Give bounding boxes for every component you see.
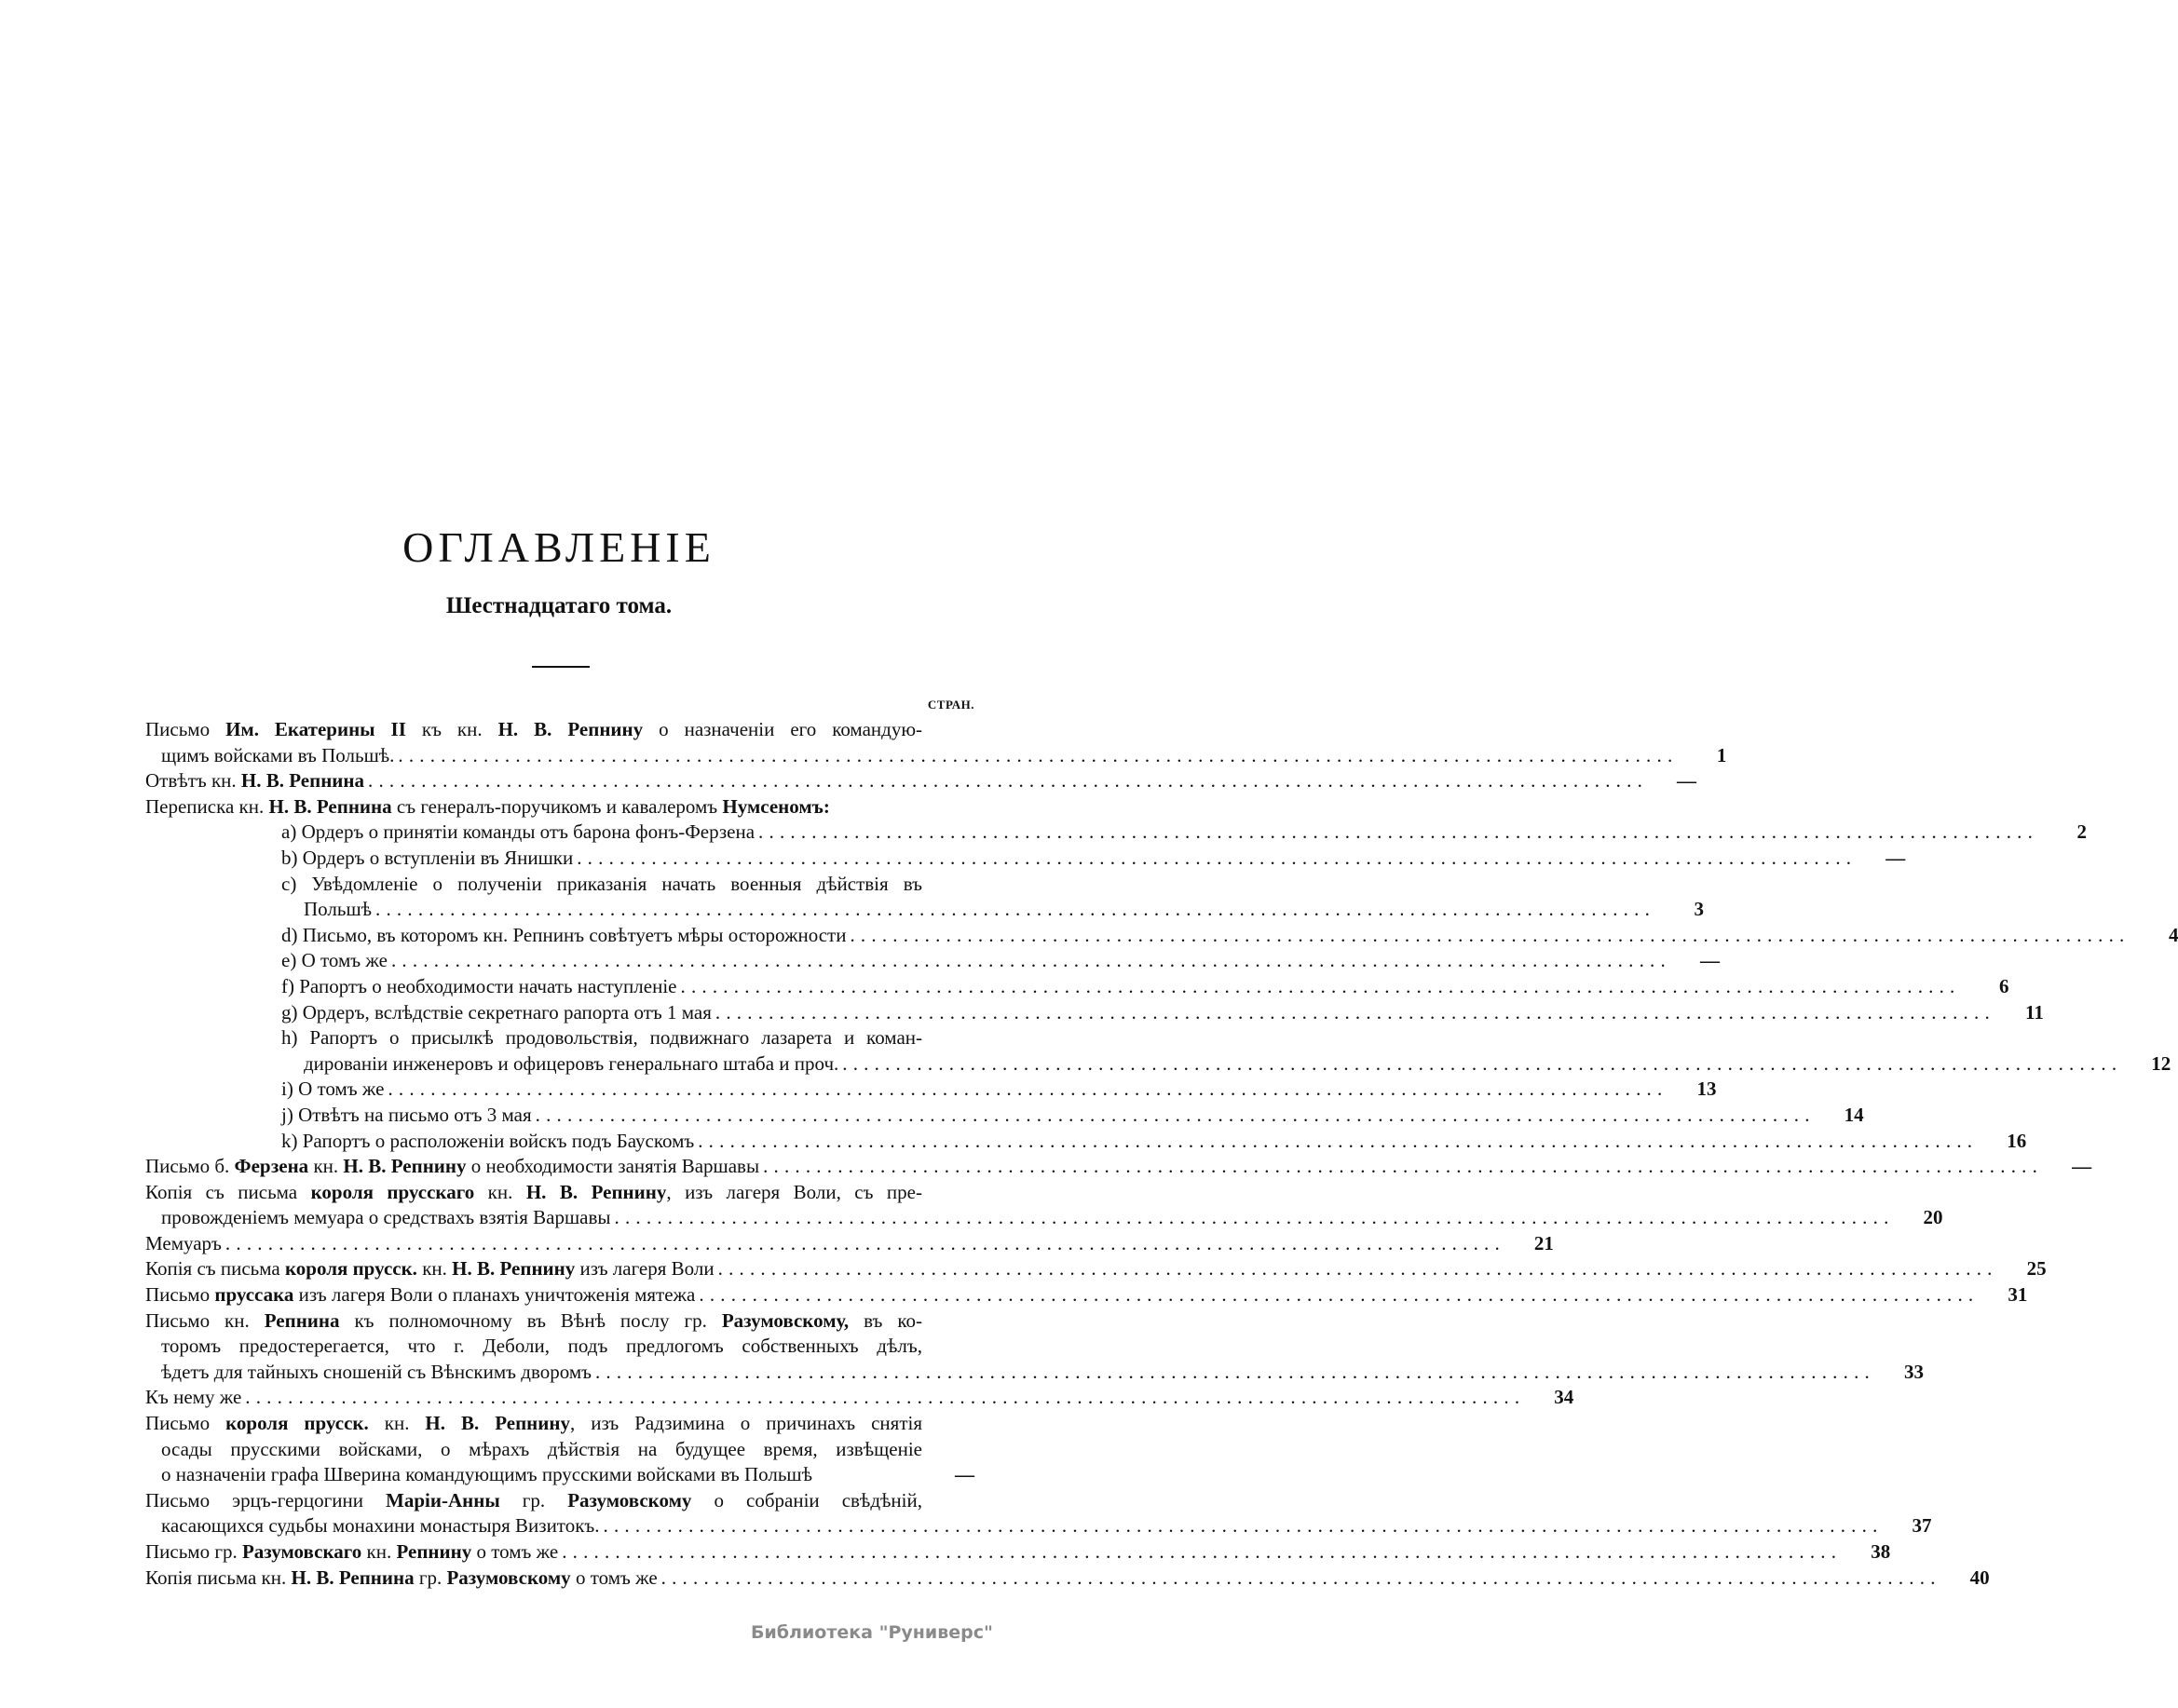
entry-text — [281, 1103, 532, 1129]
text-segment: осады прусскими войсками, о мѣрахъ дѣйствія на будущее время, извѣщеніе — [161, 1437, 922, 1460]
text-segment: въ ко- — [849, 1308, 922, 1332]
bold-name: короля прусск. — [225, 1412, 369, 1435]
toc-line — [145, 1462, 974, 1488]
entry-text — [161, 1360, 592, 1386]
toc-entry — [145, 1411, 974, 1488]
page-number: — — [1699, 949, 1720, 972]
text-segment: о назначеніи графа Шверина командующимъ прусскими войсками въ Польшѣ — [161, 1463, 812, 1486]
toc-line — [145, 1488, 974, 1514]
text-segment: Письмо б. — [145, 1155, 235, 1178]
text-segment: , изъ лагеря Воли, съ пре- — [666, 1180, 922, 1203]
page-number: 25 — [2026, 1257, 2047, 1281]
toc-entry — [145, 846, 1906, 872]
page-number: 40 — [1969, 1566, 1990, 1589]
toc-entry — [145, 1000, 2044, 1026]
text-segment: кн. — [368, 1412, 426, 1435]
toc-line — [145, 1411, 974, 1437]
entry-text — [281, 948, 388, 974]
page-number: 31 — [2008, 1283, 2028, 1307]
page-number: 4 — [2168, 923, 2178, 946]
entry-text — [304, 1051, 838, 1078]
toc-entry — [145, 717, 1727, 768]
text-segment: щимъ войсками въ Польшѣ. — [161, 743, 395, 766]
text-segment: Отвѣтъ кн. — [145, 769, 241, 793]
bold-name: Н. В. Репнина — [240, 769, 365, 793]
entry-text — [145, 717, 974, 743]
entry-text — [145, 794, 974, 820]
toc-line — [145, 1334, 974, 1360]
text-segment: b) Ордеръ о вступленіи въ Янишки — [281, 846, 574, 869]
entry-text — [281, 846, 573, 872]
page-number: 20 — [1923, 1206, 1943, 1229]
bold-name: Им. Екатерины II — [225, 718, 406, 740]
toc-line — [145, 1566, 1990, 1592]
toc-line — [145, 1437, 974, 1463]
bold-name: Н. В. Репнину — [497, 718, 644, 740]
toc-entry — [145, 1231, 1554, 1257]
bold-name: Нумсеномъ: — [722, 794, 830, 818]
page-number: 13 — [1696, 1078, 1717, 1101]
text-segment: Письмо гр. — [145, 1540, 242, 1563]
page-number: 34 — [1554, 1386, 1574, 1409]
text-segment: f) Рапортъ о необходимости начать наступленіе — [281, 974, 677, 997]
text-segment: Переписка кн. — [145, 794, 269, 818]
page-number: 21 — [1533, 1231, 1554, 1254]
bold-name: короля прусск. — [284, 1257, 417, 1281]
entry-text — [145, 1180, 974, 1206]
toc-entry — [145, 1539, 1891, 1566]
toc-line — [145, 1025, 974, 1051]
toc-entry — [145, 820, 2088, 846]
entry-text — [145, 1282, 695, 1308]
toc-entry — [145, 1282, 2028, 1308]
entry-text — [281, 974, 677, 1000]
dot-leader: ........................................................................................................................ — [535, 1103, 1816, 1126]
text-segment: кн. — [361, 1540, 397, 1563]
bold-name: пруссака — [214, 1283, 294, 1307]
entry-text — [145, 1308, 974, 1335]
bold-name: Репнина — [264, 1308, 340, 1332]
toc-line — [145, 1539, 1891, 1566]
text-segment: ѣдетъ для тайныхъ сношеній съ Вѣнскимъ дворомъ — [161, 1360, 592, 1383]
text-segment: Копія съ письма — [145, 1180, 311, 1203]
entry-text — [281, 872, 974, 898]
text-segment: k) Рапортъ о расположеніи войскъ подъ Баускомъ — [281, 1129, 695, 1152]
toc-line — [145, 846, 1906, 872]
page-number: 38 — [1871, 1540, 1891, 1563]
text-segment: о томъ же — [570, 1566, 658, 1589]
toc-line — [145, 1000, 2044, 1026]
dot-leader: ........................................................................................................................ — [680, 974, 1961, 997]
page-column-header: СТРАН. — [927, 698, 974, 712]
entry-text — [145, 1231, 222, 1257]
text-segment: касающихся судьбы монахини монастыря Визитокъ. — [161, 1514, 600, 1538]
page-number: 37 — [1912, 1514, 1932, 1538]
toc-line — [145, 897, 1705, 923]
text-segment: , изъ Радзимина о причинахъ снятія — [569, 1412, 922, 1435]
dot-leader: ........................................................................................................................ — [594, 1360, 1875, 1383]
toc-line — [145, 1256, 2047, 1282]
bold-name: Н. В. Репнину — [525, 1180, 667, 1203]
dot-leader: ........................................................................................................................ — [390, 949, 1671, 972]
text-segment: d) Письмо, въ которомъ кн. Репнинъ совѣтуетъ мѣры осторожности — [281, 923, 847, 946]
toc-line — [145, 820, 2088, 846]
bold-name: Н. В. Репнину — [425, 1412, 570, 1435]
toc-line — [145, 1513, 1932, 1539]
entry-text — [161, 743, 394, 769]
toc-line — [145, 1360, 1924, 1386]
dot-leader: ........................................................................................................................ — [603, 1514, 1884, 1538]
text-segment: i) О томъ же — [281, 1078, 385, 1101]
toc-line — [145, 1231, 1554, 1257]
text-segment: Копія съ письма — [145, 1257, 285, 1281]
text-segment: изъ лагеря Воли о планахъ уничтоженія мятежа — [293, 1283, 696, 1307]
text-segment: къ полномочному въ Вѣнѣ послу гр. — [339, 1308, 722, 1332]
text-segment: кн. — [416, 1257, 453, 1281]
entry-text — [145, 1566, 658, 1592]
entry-text — [281, 923, 846, 949]
text-segment: a) Ордеръ о принятіи команды отъ барона фонъ-Ферзена — [281, 820, 755, 844]
toc-line — [145, 1385, 1574, 1411]
dot-leader: ........................................................................................................................ — [368, 769, 1649, 793]
toc-line — [145, 768, 1697, 794]
page-number: — — [1885, 846, 1906, 869]
text-segment: Письмо — [145, 1283, 215, 1307]
toc-line — [145, 1154, 2092, 1180]
page-number: 3 — [1694, 898, 1705, 921]
text-segment: Письмо — [145, 1412, 226, 1435]
bold-name: Н. В. Репнину — [343, 1155, 467, 1178]
page-number: 14 — [1844, 1103, 1864, 1126]
bold-name: Н. В. Репнина — [268, 794, 392, 818]
toc-line — [145, 743, 1727, 769]
text-segment: дированіи инженеровъ и офицеровъ генеральнаго штаба и проч. — [304, 1051, 839, 1075]
dot-leader: ........................................................................................................................ — [577, 846, 1858, 869]
toc-line — [145, 1077, 1717, 1103]
entry-text — [145, 1488, 974, 1514]
entry-text — [145, 1256, 715, 1282]
entry-text — [281, 1129, 694, 1155]
volume-subtitle: Шестнадцатаго тома. — [445, 593, 673, 618]
dot-leader: ........................................................................................................................ — [614, 1206, 1895, 1229]
toc-entry — [145, 1308, 1924, 1386]
text-segment: о томъ же — [471, 1540, 559, 1563]
text-segment: e) О томъ же — [281, 949, 388, 972]
toc-line — [145, 1103, 1864, 1129]
dot-leader: ........................................................................................................................ — [715, 1000, 1995, 1023]
bold-name: Н. В. Репнина — [291, 1566, 415, 1589]
toc-entry — [145, 1103, 1864, 1129]
text-segment: g) Ордеръ, вслѣдствіе секретнаго рапорта отъ 1 мая — [281, 1000, 712, 1023]
text-segment: провожденіемъ мемуара о средствахъ взятія Варшавы — [161, 1206, 611, 1229]
text-segment: кн. — [308, 1155, 344, 1178]
toc-entry — [145, 1256, 2047, 1282]
text-segment: Мемуаръ — [145, 1231, 222, 1254]
text-segment: торомъ предостерегается, что г. Деболи, подъ предлогомъ собственныхъ дѣлъ, — [161, 1335, 922, 1358]
dot-leader: ........................................................................................................................ — [398, 743, 1679, 766]
dot-leader: ........................................................................................................................ — [850, 923, 2130, 946]
toc-entry — [145, 1566, 1990, 1592]
text-segment: Письмо — [145, 718, 226, 740]
toc-line — [145, 717, 974, 743]
toc-entry — [145, 923, 2178, 949]
page-number: — — [1677, 769, 1697, 793]
entry-text — [281, 1077, 384, 1103]
bold-name: Разумовскому — [446, 1566, 571, 1589]
page-number: 2 — [2076, 820, 2088, 844]
text-segment: Къ нему же — [145, 1386, 242, 1409]
entry-text — [281, 1000, 712, 1026]
toc-line — [145, 1308, 974, 1335]
text-segment: о необходимости занятія Варшавы — [466, 1155, 760, 1178]
toc-entry — [145, 872, 1705, 923]
text-segment: j) Отвѣтъ на письмо отъ 3 мая — [281, 1103, 532, 1126]
toc-line — [145, 1282, 2028, 1308]
table-of-contents — [145, 717, 2178, 1591]
entry-text — [281, 1025, 974, 1051]
text-segment: h) Рапортъ о присылкѣ продовольствія, подвижнаго лазарета и коман- — [281, 1026, 922, 1050]
entry-text — [281, 820, 755, 846]
text-segment: Письмо кн. — [145, 1308, 265, 1332]
bold-name: Разумовскому — [567, 1488, 692, 1511]
toc-line — [145, 1129, 2027, 1155]
toc-entry — [145, 794, 974, 820]
toc-line — [145, 948, 1720, 974]
page-title: ОГЛАВЛЕНІЕ — [402, 523, 715, 571]
bold-name: Разумовскому, — [721, 1308, 850, 1332]
text-segment: кн. — [474, 1180, 526, 1203]
dot-leader: ........................................................................................................................ — [699, 1283, 1980, 1307]
text-segment: Письмо эрцъ-герцогини — [145, 1488, 387, 1511]
page-number: 16 — [2007, 1129, 2027, 1152]
entry-text — [161, 1334, 974, 1360]
toc-entry — [145, 1488, 1932, 1539]
dot-leader: ........................................................................................................................ — [245, 1386, 1526, 1409]
entry-text — [161, 1462, 926, 1488]
page-number: 1 — [1716, 743, 1727, 766]
entry-text — [161, 1205, 611, 1231]
bold-name: Ферзена — [234, 1155, 309, 1178]
page-number: 6 — [1999, 974, 2009, 997]
bold-name: Разумовскаго — [241, 1540, 362, 1563]
entry-text — [161, 1437, 974, 1463]
dot-leader: ........................................................................................................................ — [758, 820, 2039, 844]
bold-name: короля прусскаго — [310, 1180, 475, 1203]
page-number: 33 — [1903, 1360, 1924, 1383]
bold-name: Н. В. Репнину — [452, 1257, 576, 1281]
text-segment: Копія письма кн. — [145, 1566, 292, 1589]
bold-name: Маріи-Анны — [386, 1488, 500, 1511]
dot-leader: ........................................................................................................................ — [562, 1540, 1843, 1563]
toc-entry — [145, 1154, 2092, 1180]
entry-text — [145, 1154, 759, 1180]
entry-text — [145, 1411, 974, 1437]
divider-rule — [532, 666, 590, 668]
toc-entry — [145, 1077, 1717, 1103]
entry-text — [145, 768, 364, 794]
text-segment: гр. — [414, 1566, 447, 1589]
text-segment: Польшѣ — [304, 898, 373, 921]
dot-leader: ........................................................................................................................ — [375, 898, 1656, 921]
text-segment: съ генералъ-поручикомъ и кавалеромъ — [391, 794, 723, 818]
entry-text — [161, 1513, 600, 1539]
toc-line — [145, 794, 974, 820]
toc-entry — [145, 1025, 2171, 1077]
entry-text — [304, 897, 372, 923]
dot-leader: ........................................................................................................................ — [388, 1078, 1668, 1101]
text-segment: c) Увѣдомленіе о полученіи приказанія начать военныя дѣйствія въ — [281, 872, 922, 895]
toc-entry — [145, 768, 1697, 794]
text-segment: гр. — [499, 1488, 568, 1511]
page-number: — — [955, 1463, 974, 1486]
entry-text — [145, 1385, 241, 1411]
toc-line — [145, 1051, 2171, 1078]
text-segment: изъ лагеря Воли — [575, 1257, 715, 1281]
toc-line — [145, 1205, 1943, 1231]
page-number: 11 — [2025, 1000, 2044, 1023]
dot-leader: ........................................................................................................................ — [660, 1566, 1941, 1589]
toc-entry — [145, 974, 2009, 1000]
toc-line — [145, 872, 974, 898]
dot-leader: ........................................................................................................................ — [763, 1155, 2044, 1178]
bold-name: Репнину — [396, 1540, 472, 1563]
toc-entry — [145, 1129, 2027, 1155]
toc-line — [145, 923, 2178, 949]
toc-entry — [145, 948, 1720, 974]
dot-leader: ........................................................................................................................ — [842, 1051, 2123, 1075]
dot-leader: ........................................................................................................................ — [225, 1231, 1505, 1254]
entry-text — [145, 1539, 558, 1566]
toc-entry — [145, 1180, 1943, 1231]
page-number: — — [2072, 1155, 2092, 1178]
dot-leader: ........................................................................................................................ — [717, 1257, 1998, 1281]
text-segment: къ кн. — [405, 718, 498, 740]
text-segment: о собраніи свѣдѣній, — [691, 1488, 922, 1511]
dot-leader: ........................................................................................................................ — [698, 1129, 1979, 1152]
page-number: 12 — [2151, 1051, 2171, 1075]
toc-line — [145, 974, 2009, 1000]
library-watermark: Библиотека "Руниверс" — [751, 1622, 993, 1643]
toc-entry — [145, 1385, 1574, 1411]
toc-line — [145, 1180, 974, 1206]
text-segment: о назначеніи его командую- — [643, 718, 923, 740]
